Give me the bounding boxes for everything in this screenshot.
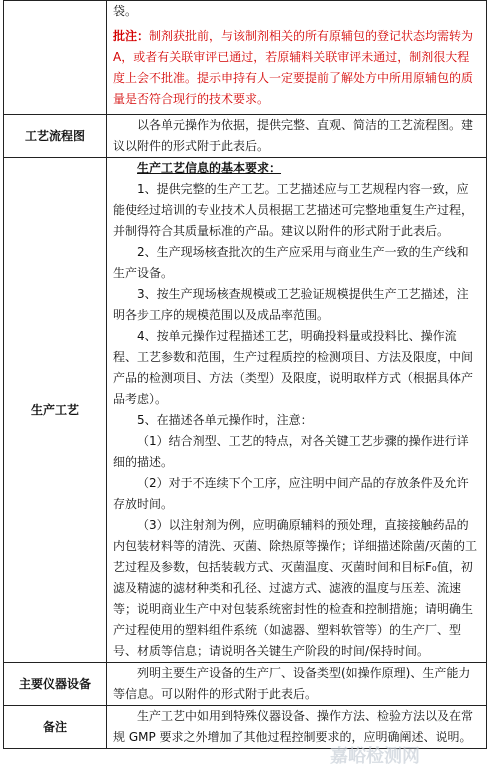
watermark: 嘉峪检测网 bbox=[330, 746, 420, 767]
content-cell bbox=[107, 663, 487, 706]
remarks-label: 备注 bbox=[4, 706, 107, 749]
content-cell bbox=[107, 1, 487, 115]
equipment-text: 列明主要生产设备的生产厂、设备类型(如操作原理)、生产能力等信息。可以附件的形式附于此表后。 bbox=[113, 666, 471, 701]
content-cell bbox=[107, 158, 487, 663]
table-row bbox=[4, 115, 487, 158]
annotation-note bbox=[113, 22, 480, 110]
production-item: 2、生产现场核查批次的生产应采用与商业生产一致的生产线和生产设备。 bbox=[113, 245, 469, 280]
production-item: 4、按单元操作过程描述工艺，明确投料量或投料比、操作流程、工艺参数和范围，生产过程质控的检测项目、方法及限度，中间产品的检测项目、方法（类型）及限度，说明取样方式（根据具体产品考虑）。 bbox=[113, 329, 474, 406]
production-label: 生产工艺 bbox=[4, 158, 107, 663]
table-row bbox=[4, 663, 487, 706]
note-text: 制剂获批前，与该制剂相关的所有原辅包的登记状态均需转为A，或者有关联审评已通过，若原辅料关联审评未通过，制剂很大程度上会不批准。提示申持有人一定要提前了解处方中所用原辅包的质量是否符合现行的技术要求。 bbox=[113, 29, 474, 106]
production-subitem: （2）对于不连续下个工序，应注明中间产品的存放条件及允许存放时间。 bbox=[113, 476, 469, 511]
empty-label-cell bbox=[4, 1, 107, 115]
production-subitem: （1）结合剂型、工艺的特点，对各关键工艺步骤的操作进行详细的描述。 bbox=[113, 434, 469, 469]
table-row bbox=[4, 158, 487, 663]
fragment-text: 袋。 bbox=[113, 4, 138, 18]
process-flow-label: 工艺流程图 bbox=[4, 115, 107, 158]
production-item: 1、提供完整的生产工艺。工艺描述应与工艺规程内容一致，应能使经过培训的专业技术人员根据工艺描述可完整地重复生产过程，并制得符合其质量标准的产品。建议以附件的形式附于此表后。 bbox=[113, 182, 474, 238]
content-cell bbox=[107, 115, 487, 158]
equipment-label: 主要仪器设备 bbox=[4, 663, 107, 706]
production-subitem: （3）以注射剂为例，应明确原辅料的预处理，直接接触药品的内包装材料等的清洗、灭菌、除热原等操作；详细描述除菌/灭菌的工艺过程及参数，包括装载方式、灭菌温度、灭菌时间和目标F₀值，初滤及精滤的滤材种类和孔径、过滤方式、滤液的温度与压差、流速等；说明商业生产中对包装系统密封性的检查和控制措施；请明确生产过程使用的塑料组件系统（如滤器、塑料软管等）的生产厂、型号、材质等信息；请说明各关键生产阶段的时间/保持时间。 bbox=[113, 518, 478, 658]
production-item: 3、按生产现场核查规模或工艺验证规模提供生产工艺描述，注明各步工序的规模范围以及成品率范围。 bbox=[113, 287, 469, 322]
remarks-text: 生产工艺中如用到特殊仪器设备、操作方法、检验方法以及在常规 GMP 要求之外增加了其他过程控制要求的，应明确阐述、说明。 bbox=[113, 709, 474, 744]
requirements-table bbox=[3, 0, 487, 749]
content-cell bbox=[107, 706, 487, 749]
production-heading: 生产工艺信息的基本要求： bbox=[137, 161, 282, 175]
process-flow-text: 以各单元操作为依据，提供完整、直观、简洁的工艺流程图。建议以附件的形式附于此表后。 bbox=[113, 118, 474, 153]
production-item: 5、在描述各单元操作时，注意： bbox=[137, 413, 313, 427]
table-row bbox=[4, 1, 487, 115]
note-label: 批注： bbox=[113, 29, 150, 43]
